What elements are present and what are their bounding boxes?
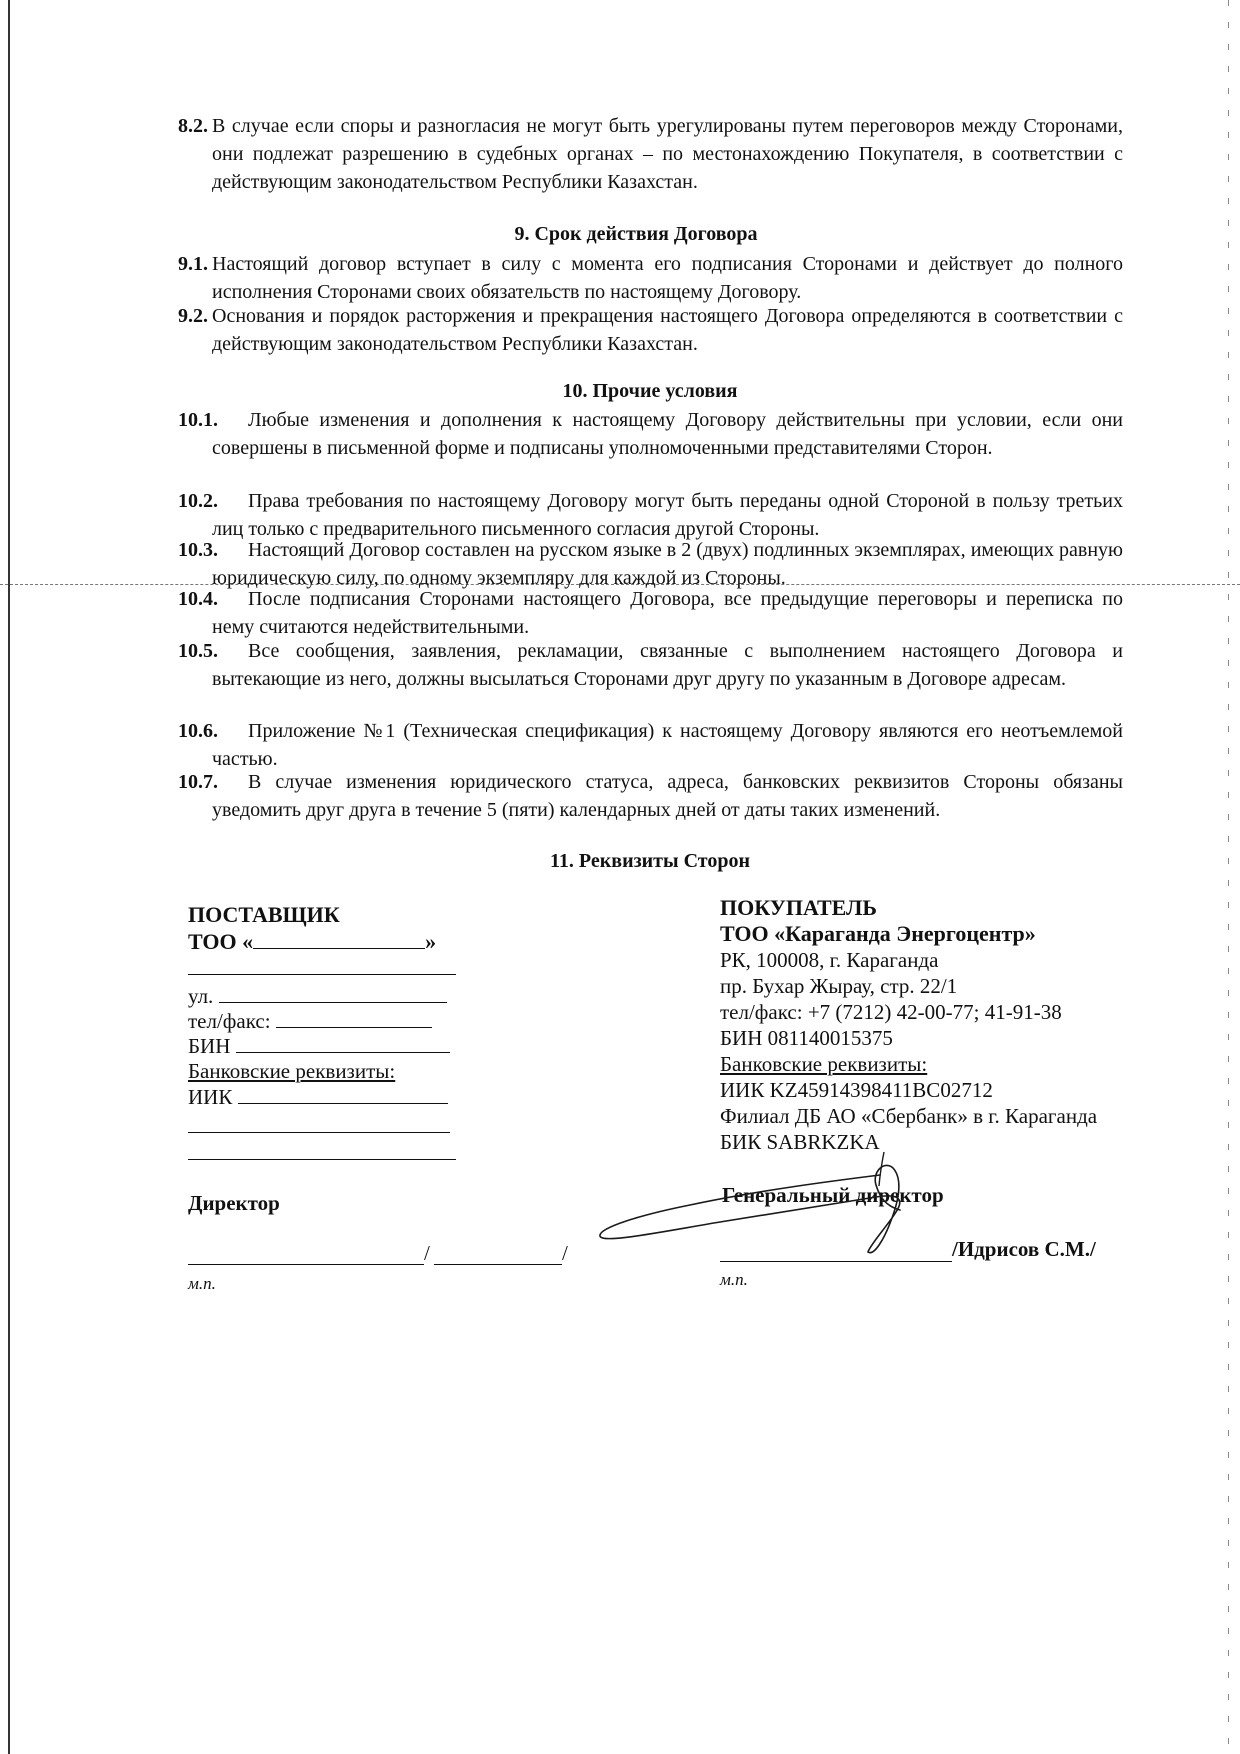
buyer-heading: ПОКУПАТЕЛЬ (720, 895, 877, 920)
clause-number: 10.4. (178, 588, 218, 610)
supplier-signature-slash: / (562, 1241, 568, 1265)
supplier-company-prefix: ТОО « (188, 929, 254, 954)
clause-number: 9.1. (178, 253, 208, 275)
clause-text: В случае если споры и разногласия не могут быть урегулированы путем переговоров между Сторонами, они подлежат разрешению в судебных органах – по местонахождению Покупателя, в соответствии с действующим законодательством Республики Казахстан. (212, 115, 1123, 193)
supplier-director-label: Директор (188, 1191, 280, 1215)
clause-text: В случае изменения юридического статуса, адреса, банковских реквизитов Стороны обязаны уведомить друг друга в течение 5 (пяти) календарных дней от даты таких изменений. (212, 771, 1123, 821)
buyer-signatory: /Идрисов С.М./ (952, 1237, 1096, 1261)
clause-text: Настоящий договор вступает в силу с момента его подписания Сторонами и действует до полного исполнения Сторонами своих обязательств по настоящему Договору. (212, 253, 1123, 303)
clause-number: 10.7. (178, 771, 218, 793)
buyer-bank-label: Банковские реквизиты: (720, 1052, 928, 1076)
section-10-heading: 10. Прочие условия (562, 380, 738, 402)
buyer-bik: БИК SABRKZKA (720, 1130, 880, 1154)
supplier-signature-slash: / (424, 1241, 430, 1265)
supplier-phone-label: тел/факс: (188, 1009, 271, 1033)
clause-text: Настоящий Договор составлен на русском языке в 2 (двух) подлинных экземплярах, имеющих равную юридическую силу, по одному экземпляру для каждой из Стороны. (212, 539, 1123, 589)
clause-number: 10.6. (178, 720, 218, 742)
section-9-heading: 9. Срок действия Договора (514, 223, 758, 245)
section-11-heading: 11. Реквизиты Сторон (550, 850, 750, 872)
supplier-bin-label: БИН (188, 1034, 231, 1058)
clause-text: Любые изменения и дополнения к настоящему Договору действительны при условии, если они совершены в письменной форме и подписаны уполномоченными представителями Сторон. (212, 409, 1123, 459)
clause-text: Основания и порядок расторжения и прекращения настоящего Договора определяются в соответствии с действующим законодательством Республики Казахстан. (212, 305, 1123, 355)
clause-number: 10.2. (178, 490, 218, 512)
buyer-company: ТОО «Караганда Энергоцентр» (720, 921, 1036, 946)
buyer-bin: БИН 081140015375 (720, 1026, 893, 1050)
buyer-phone: тел/факс: +7 (7212) 42-00-77; 41-91-38 (720, 1000, 1062, 1024)
signature-stroke (600, 1165, 900, 1252)
clause-number: 8.2. (178, 115, 208, 137)
supplier-company-suffix: » (425, 929, 437, 954)
clause-text: После подписания Сторонами настоящего Договора, все предыдущие переговоры и переписка по нему считаются недействительными. (212, 588, 1123, 638)
clause-number: 10.3. (178, 539, 218, 561)
clause-text: Права требования по настоящему Договору могут быть переданы одной Стороной в пользу третьих лиц только с предварительного письменного согласия другой Стороны. (212, 490, 1123, 540)
buyer-branch: Филиал ДБ АО «Сбербанк» в г. Караганда (720, 1104, 1098, 1128)
supplier-heading: ПОСТАВЩИК (188, 902, 340, 927)
clause-number: 9.2. (178, 305, 208, 327)
buyer-iik: ИИК KZ45914398411BC02712 (720, 1078, 993, 1102)
buyer-address-line1: РК, 100008, г. Караганда (720, 948, 939, 972)
buyer-address-line2: пр. Бухар Жырау, стр. 22/1 (720, 974, 958, 998)
supplier-seal-mark: м.п. (188, 1274, 216, 1293)
supplier-bank-label: Банковские реквизиты: (188, 1059, 396, 1083)
buyer-seal-mark: м.п. (720, 1270, 748, 1289)
clause-number: 10.1. (178, 409, 218, 431)
clause-text: Все сообщения, заявления, рекламации, связанные с выполнением настоящего Договора и вытекающие из него, должны высылаться Сторонами друг другу по указанным в Договоре адресам. (212, 640, 1123, 690)
supplier-iik-label: ИИК (188, 1085, 233, 1109)
clause-number: 10.5. (178, 640, 218, 662)
clause-text: Приложение №1 (Техническая спецификация) к настоящему Договору являются его неотъемлемой частью. (212, 720, 1123, 770)
supplier-street-label: ул. (188, 984, 214, 1008)
buyer-director-label: Генеральный директор (722, 1183, 944, 1207)
